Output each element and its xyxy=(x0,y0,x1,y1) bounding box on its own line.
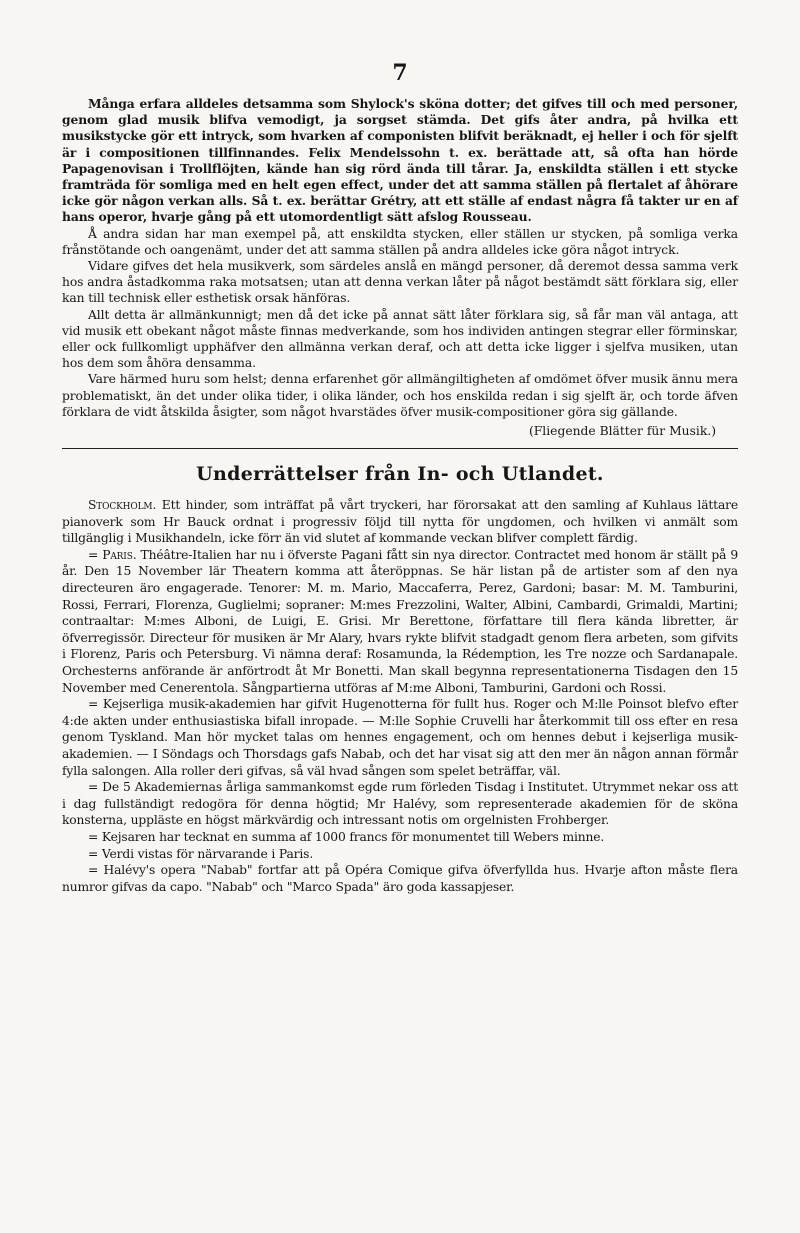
news-text: Théâtre-Italien har nu i öfverste Pagani fått sin nya director. Contractet med honom är ställt på 9 år. Den 15 November lär Theatern komma att återöppnas. Se här listan på de artister som af den nya directeuren äro engagerade. Tenorer: M. m. Mario, Maccaferra, Perez, Gardoni; basar: M. M. Tamburini, Rossi, Ferrari, Florenza, Guglielmi; sopraner: M:mes Frezzolini, Walter, Albini, Cambardi, Grimaldi, Martini; contraaltar: M:mes Alboni, de Luigi, E. Grisi. Mr Berettone, författare till flera kända libretter, är öfverregissör. Directeur för musiken är Mr Alary, hvars rykte blifvit stadgadt genom flera arbeten, som gifvits i Florenz, Paris och Petersburg. Vi nämna deraf: Rosamunda, la Rédemption, les Tre nozze och Sardanapale. Orchesterns anförande är anförtrodt åt Mr Bonetti. Man skall begynna representationerna Tisdagen den 15 November med Cenerentola. Sångpartierna utföras af M:me Alboni, Tamburini, Gardoni och Rossi. xyxy=(62,547,738,695)
article-paragraph-4: Allt detta är allmänkunnigt; men då det icke på annat sätt låter förklara sig, så får man väl antaga, att vid musik ett obekant något måste finnas medverkande, som hos individen antingen stegrar eller förminskar, eller ock fullkomligt upphäfver den allmänna verkan deraf, och att detta icke ligger i sjelfva musiken, utan hos dem som åhöra densamma. xyxy=(62,307,738,371)
article-paragraph-2: Å andra sidan har man exempel på, att enskildta stycken, eller ställen ur stycken, på somliga verka frånstötande och oangenämt, under det att samma ställen på andra alldeles icke göra något intryck. xyxy=(62,226,738,257)
news-text: Verdi vistas för närvarande i Paris. xyxy=(98,846,314,861)
section-divider xyxy=(62,448,738,449)
page-number: 7 xyxy=(392,60,408,86)
article-paragraph-3: Vidare gifves det hela musikverk, som särdeles anslå en mängd personer, då deremot dessa samma verk hos andra åstadkomma raka motsatsen; utan att denna verkan låter på något bestämdt sätt förklara sig, eller kan till technisk eller esthetisk orsak hänföras. xyxy=(62,259,738,306)
news-lead: = xyxy=(88,829,99,844)
news-item-academies xyxy=(62,779,738,829)
news-text: De 5 Akademiernas årliga sammankomst egde rum förleden Tisdag i Institutet. Utrymmet nekar oss att i dag fullständigt redogöra för denna högtid; Mr Halévy, som representerade akademien för de sköna konsterna, uppläste en högst märkvärdig och intressant notis om orgelnisten Frohberger. xyxy=(62,780,738,828)
news-text: Halévy's opera "Nabab" fortfar att på Opéra Comique gifva öfverfyllda hus. Hvarje afton måste flera numror gifvas da capo. "Nabab" och "Marco Spada" äro goda kassapjeser. xyxy=(62,863,738,894)
news-lead: = xyxy=(88,780,99,795)
news-item-paris xyxy=(62,547,738,696)
news-item-academy xyxy=(62,696,738,779)
news-heading: Underrättelser från In- och Utlandet. xyxy=(196,463,604,486)
news-lead: = xyxy=(88,863,99,878)
news-text: Kejserliga musik-akademien har gifvit Hugenotterna för fullt hus. Roger och M:lle Poinsot blefvo efter 4:de akten under enthusiastiska bifall inropade. — M:lle Sophie Cruvelli har återkommit till oss efter en resa genom Tyskland. Man hör mycket talas om hennes engagement, och om hennes debut i kejserliga musik-akademien. — I Söndags och Thorsdags gafs Nabab, och det har visat sig att den mer än någon annan förmår fylla salongen. Alla roller deri gifvas, så väl hvad sången som spelet beträffar, väl. xyxy=(62,697,738,778)
news-item-verdi xyxy=(62,846,738,863)
article-source: (Fliegende Blätter für Musik.) xyxy=(528,424,716,439)
news-lead: = xyxy=(88,697,99,712)
news-list xyxy=(62,497,738,895)
newspaper-page xyxy=(62,60,738,895)
news-item-stockholm xyxy=(62,497,738,547)
news-text: Ett hinder, som inträffat på vårt tryckeri, har förorsakat att den samling af Kuhlaus lättare pianoverk som Hr Bauck ordnat i progressiv följd till nytta för ungdomen, och hvilken vi anmält som tillgänglig i Musikhandeln, icke förr än vid slutet af kommande veckan blifver complett färdig. xyxy=(62,498,738,546)
news-text: Kejsaren har tecknat en summa af 1000 francs för monumentet till Webers minne. xyxy=(98,829,605,844)
article xyxy=(62,96,738,438)
news-item-weber xyxy=(62,829,738,846)
news-lead: = xyxy=(88,846,99,861)
news-lead: = Paris. xyxy=(88,547,137,562)
article-paragraph-5: Vare härmed huru som helst; denna erfarenhet gör allmängiltigheten af omdömet öfver musik ännu mera problematiskt, än det under olika tider, i olika länder, och hos enskilda redan i sig sjelft är, och torde äfven förklara de vidt åtskilda åsigter, som något hvarstädes öfver musik-compositioner göra sig gällande. xyxy=(62,372,738,419)
news-lead: Stockholm. xyxy=(88,498,157,513)
article-paragraph-1: Många erfara alldeles detsamma som Shylock's sköna dotter; det gifves till och med personer, genom glad musik blifva vemodigt, ja sorgset stämda. Det gifs åter andra, på hvilka ett musikstycke gör ett intryck, som hvarken af componisten blifvit beräknadt, ej heller i och för sjelft är i compositionen tillfinnandes. Felix Mendelssohn t. ex. berättade att, så ofta han hörde Papagenovisan i Trollflöjten, kände han sig rörd ända till tårar. Ja, enskildta ställen i ett stycke framträda för somliga med en helt egen effect, under det att samma ställen på flertalet af åhörare icke gör någon verkan alls. Så t. ex. berättar Grétry, att ett ställe af endast några få takter ur en af hans operor, hvarje gång på ett utomordentligt sätt afslog Rousseau. xyxy=(62,96,738,225)
news-item-nabab xyxy=(62,862,738,895)
